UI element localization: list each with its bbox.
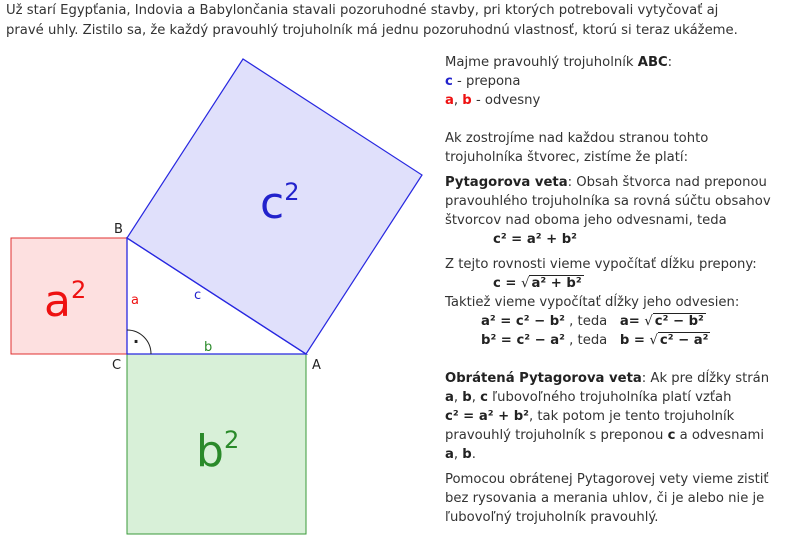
- usage-line-1: Pomocou obrátenej Pytagorovej vety vieme zistiť: [445, 472, 769, 487]
- explanation-panel: [445, 53, 790, 527]
- legs-line: a, b - odvesny: [445, 93, 541, 108]
- formula-leg-a: a² = c² − b² , teda a= √ c² − b²: [481, 314, 704, 329]
- definition-line: Majme pravouhlý trojuholník ABC:: [445, 55, 673, 70]
- right-angle-dot: ·: [133, 332, 140, 351]
- usage-line-3: ľubovoľný trojuholník pravouhlý.: [445, 510, 659, 525]
- converse-line-2: a, b, c ľubovoľného trojuholníka platí vzťah: [445, 390, 732, 405]
- construction-line-1: Ak zostrojíme nad každou stranou tohto: [445, 131, 709, 146]
- converse-title: Obrátená Pytagorova veta: [445, 371, 642, 386]
- converse-line-4: pravouhlý trojuholník s preponou c a odvesnami: [445, 428, 765, 443]
- side-b-label: b: [204, 340, 213, 355]
- theorem-line-2: pravouhlého trojuholníka sa rovná súčtu obsahov: [445, 194, 771, 209]
- theorem-line-1: Pytagorova veta: Obsah štvorca nad preponou: [445, 175, 767, 190]
- converse-line-5: a, b.: [445, 447, 476, 462]
- legs-calc-intro: Taktiež vieme vypočítať dĺžky jeho odvesien:: [445, 295, 740, 310]
- square-c-label: $c^2$: [260, 178, 300, 229]
- square-b-label: $b^2$: [196, 426, 240, 477]
- formula-main: c² = a² + b²: [493, 232, 577, 247]
- vertex-c-label: C: [112, 358, 122, 373]
- hypotenuse-calc-intro: Z tejto rovnosti vieme vypočítať dĺžku prepony:: [445, 257, 757, 272]
- intro-line-2: pravé uhly. Zistilo sa, že každý pravouhlý trojuholník má jednu pozoruhodnú vlastnosť, ktorú si teraz ukážeme.: [6, 23, 738, 38]
- intro-line-1: Už starí Egypťania, Indovia a Babylončania stavali pozoruhodné stavby, pri ktorých potrebovali vytyčovať aj: [6, 3, 719, 18]
- hypotenuse-line: c - prepona: [445, 74, 521, 89]
- formula-hypotenuse: c = √ a² + b²: [493, 276, 582, 291]
- theorem-line-3: štvorcov nad oboma jeho odvesnami, teda: [445, 213, 727, 228]
- usage-line-2: bez rysovania a merania uhlov, či je alebo nie je: [445, 491, 765, 506]
- theorem-title: Pytagorova veta: [445, 175, 568, 190]
- side-a-label: a: [131, 293, 139, 308]
- vertex-b-label: B: [114, 222, 123, 237]
- side-c-label: c: [194, 288, 202, 303]
- construction-line-2: trojuholníka štvorec, zistíme že platí:: [445, 150, 689, 165]
- vertex-a-label: A: [312, 358, 321, 373]
- formula-leg-b: b² = c² − a² , teda b = √ c² − a²: [481, 333, 709, 348]
- square-a-label: $a^2$: [44, 276, 87, 327]
- converse-line-3: c² = a² + b², tak potom je tento trojuholník: [445, 409, 735, 424]
- converse-line-1: Obrátená Pytagorova veta: Ak pre dĺžky strán: [445, 371, 770, 386]
